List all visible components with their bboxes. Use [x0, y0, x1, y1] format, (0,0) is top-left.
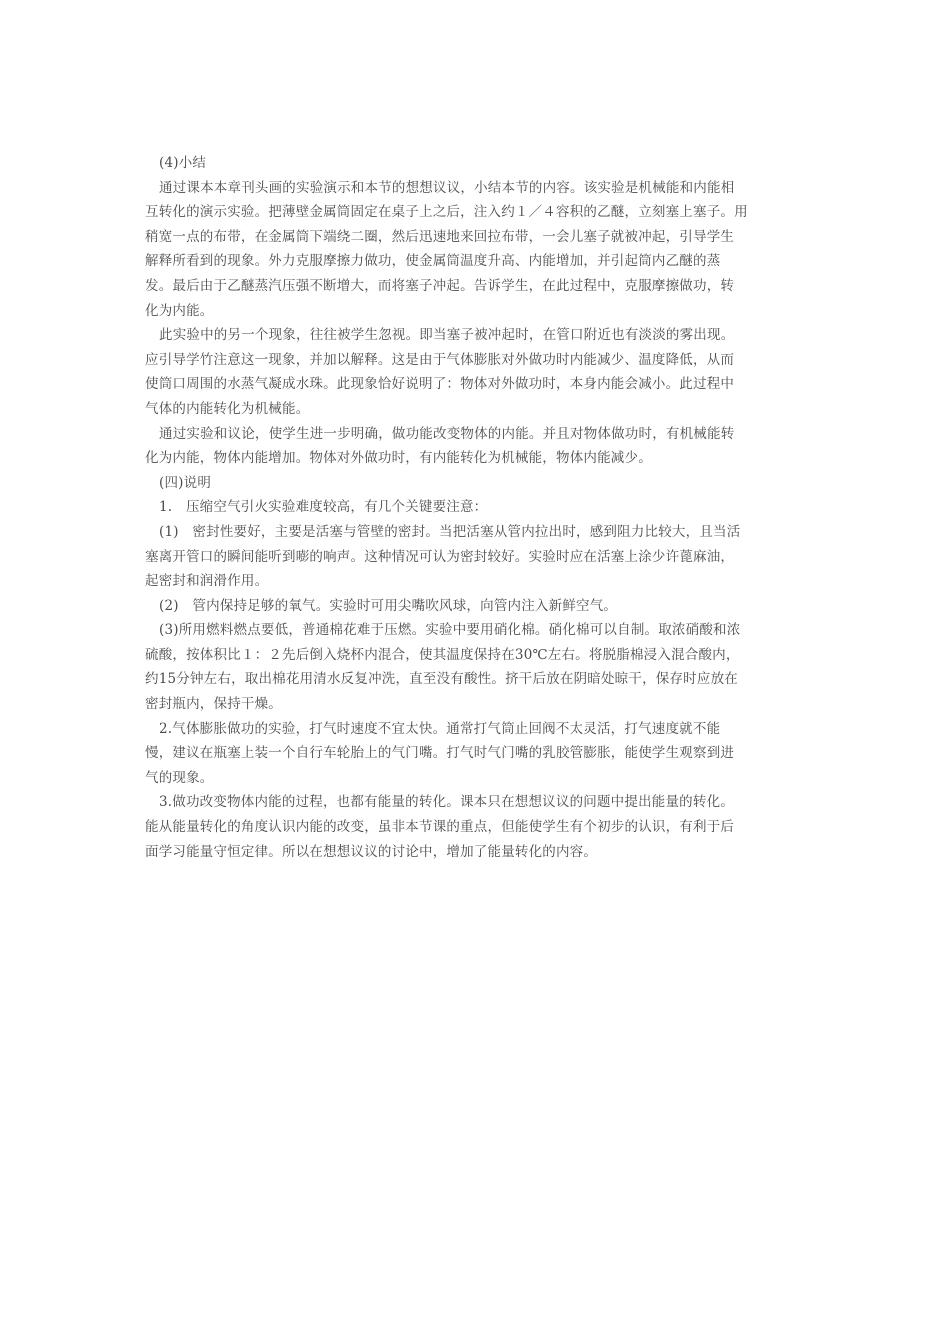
text-line: (4)小结 — [159, 155, 207, 171]
text-line: 气的现象。 — [145, 769, 214, 786]
text-line: 通过课本本章刊头画的实验演示和本节的想想议议，小结本节的内容。该实验是机械能和内能相 — [159, 179, 735, 196]
text-line: 约15分钟左右，取出棉花用清水反复冲洗，直至没有酸性。挤干后放在阴暗处晾干，保存时应放在 — [145, 671, 738, 688]
text-line: 1. 压缩空气引火实验难度较高，有几个关键要注意： — [159, 499, 488, 516]
text-line: 使筒口周围的水蒸气凝成水珠。此现象恰好说明了：物体对外做功时，本身内能会减小。此过程中 — [145, 376, 735, 393]
text-line: 应引导学竹注意这一现象，并加以解释。这是由于气体膨胀对外做功时内能减少、温度降低，从而 — [145, 351, 735, 368]
text-line: 塞离开管口的瞬间能听到嘭的响声。这种情况可认为密封较好。实验时应在活塞上涂少许蓖麻油， — [145, 548, 735, 565]
text-line: 化为内能。 — [145, 302, 214, 319]
text-line: 此实验中的另一个现象，往往被学生忽视。即当塞子被冲起时，在管口附近也有淡淡的雾出现。 — [159, 327, 735, 344]
text-line: 稍宽一点的布带，在金属筒下端绕二圈，然后迅速地来回拉布带，一会儿塞子就被冲起，引导学生 — [145, 228, 735, 245]
text-line: (2) 管内保持足够的氧气。实验时可用尖嘴吹风球，向管内注入新鲜空气。 — [159, 597, 618, 614]
text-line: (1) 密封性要好，主要是活塞与管壁的密封。当把活塞从管内拉出时，感到阻力比较大，且当活 — [159, 523, 741, 540]
text-line: 慢，建议在瓶塞上装一个自行车轮胎上的气门嘴。打气时气门嘴的乳胶管膨胀，能使学生观察到进 — [145, 745, 735, 762]
text-line: 面学习能量守恒定律。所以在想想议议的讨论中，增加了能量转化的内容。 — [145, 843, 598, 860]
text-line: 发。最后由于乙醚蒸汽压强不断增大，而将塞子冲起。告诉学生，在此过程中，克服摩擦做功，转 — [145, 277, 735, 294]
text-line: 密封瓶内，保持干燥。 — [145, 696, 282, 713]
document-body — [145, 151, 775, 864]
text-line: 气体的内能转化为机械能。 — [145, 400, 310, 417]
text-line: 通过实验和议论，使学生进一步明确，做功能改变物体的内能。并且对物体做功时，有机械能转 — [159, 425, 735, 442]
text-line: 硫酸，按体积比１：２先后倒入烧杯内混合，使其温度保持在30℃左右。将脱脂棉浸入混合酸内， — [145, 646, 740, 663]
text-line: 互转化的演示实验。把薄壁金属筒固定在桌子上之后，注入约１／４容积的乙醚，立刻塞上塞子。用 — [145, 204, 748, 221]
text-line: (3)所用燃料燃点要低，普通棉花难于压燃。实验中要用硝化棉。硝化棉可以自制。取浓硝酸和浓 — [159, 622, 741, 639]
text-line: 3.做功改变物体内能的过程，也都有能量的转化。课本只在想想议议的问题中提出能量的转化。 — [159, 794, 734, 811]
text-line: 起密封和润滑作用。 — [145, 573, 269, 590]
text-line: 能从能量转化的角度认识内能的改变，虽非本节课的重点，但能使学生有个初步的认识，有利于后 — [145, 819, 735, 836]
text-line: 解释所看到的现象。外力克服摩擦力做功，使金属筒温度升高、内能增加，并引起筒内乙醚的蒸 — [145, 253, 721, 270]
section-heading: (四)说明 — [159, 474, 212, 491]
text-line: 2.气体膨胀做功的实验，打气时速度不宜太快。通常打气筒止回阀不太灵活，打气速度就不能 — [159, 720, 721, 737]
text-line: 化为内能，物体内能增加。物体对外做功时，有内能转化为机械能，物体内能减少。 — [145, 450, 652, 467]
